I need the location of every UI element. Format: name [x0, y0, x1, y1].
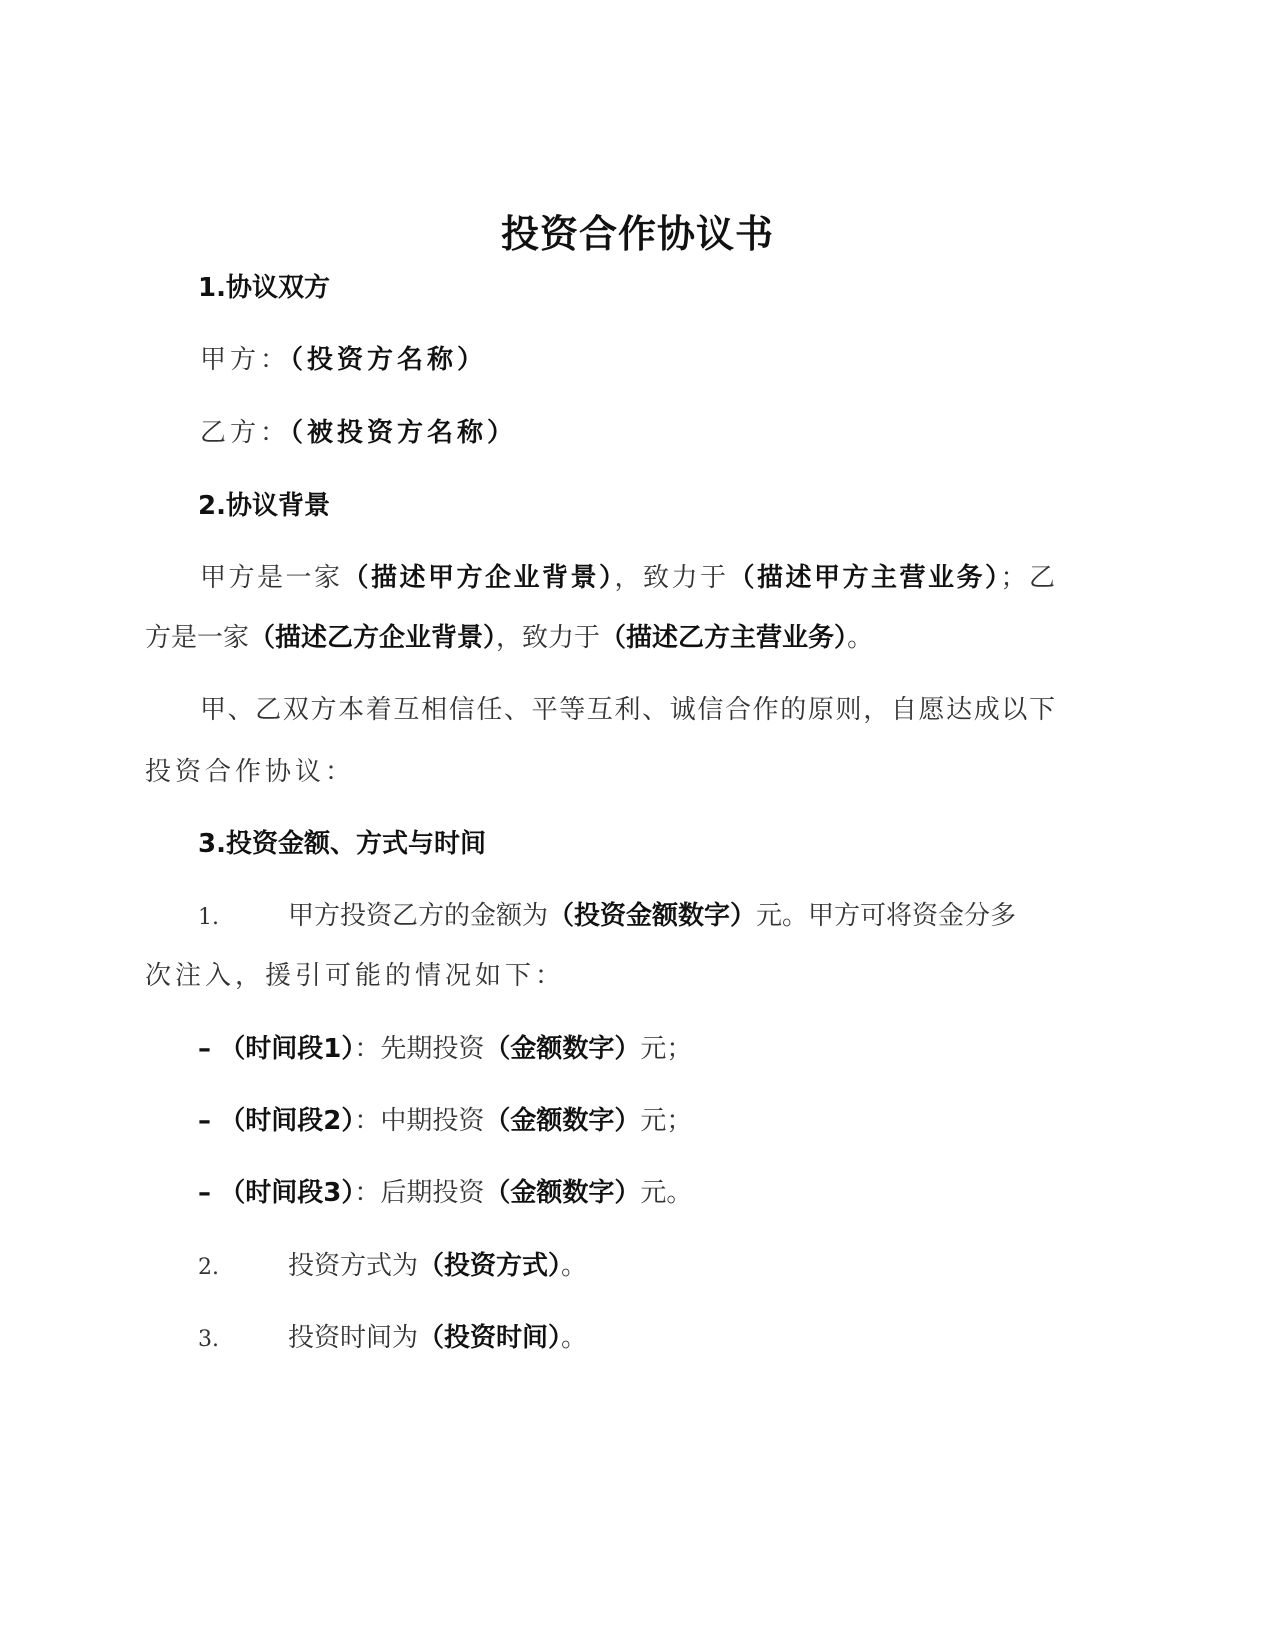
- bg-text: ，致力于: [614, 563, 729, 593]
- phase-3-line: [198, 1176, 692, 1210]
- party-a-label: 甲方：: [200, 345, 291, 375]
- phase-2-unit: 元；: [640, 1106, 693, 1136]
- item-2-number: 2.: [198, 1255, 219, 1280]
- investment-amount-placeholder: （投资金额数字）: [548, 901, 757, 931]
- item-1-text: 元。甲方可将资金分多: [756, 901, 1017, 931]
- phase-2-amount: （金额数字）: [484, 1106, 641, 1136]
- party-a-business-placeholder: （描述甲方主营业务）: [728, 563, 1001, 593]
- phase-3-unit: 元。: [640, 1178, 693, 1208]
- party-b-line: [200, 416, 517, 450]
- item-1-text: 甲方投资乙方的金额为: [288, 901, 549, 931]
- party-a-value: （投资方名称）: [290, 345, 488, 375]
- section-1-heading: 1.协议双方: [198, 273, 330, 303]
- item-3-number: 3.: [198, 1327, 219, 1352]
- bg-text: 。: [847, 623, 874, 653]
- phase-3-amount: （金额数字）: [484, 1178, 641, 1208]
- phase-dash: –: [198, 1106, 211, 1136]
- document-title: 投资合作协议书: [500, 212, 774, 256]
- phase-1-line: [198, 1032, 692, 1066]
- phase-sep: ：: [354, 1034, 381, 1064]
- party-b-background-placeholder: （描述乙方企业背景）: [249, 623, 497, 653]
- phase-3-period: （时间段3）: [219, 1178, 355, 1208]
- phase-sep: ：: [354, 1106, 381, 1136]
- bg-text: ；乙: [1000, 563, 1055, 593]
- item-1-number: 1.: [198, 905, 219, 930]
- party-a-background-placeholder: （描述甲方企业背景）: [342, 563, 615, 593]
- section-3-heading: 3.投资金额、方式与时间: [198, 829, 486, 859]
- phase-1-amount: （金额数字）: [484, 1034, 641, 1064]
- background-paragraph-line-2: [145, 621, 873, 655]
- party-b-business-placeholder: （描述乙方主营业务）: [600, 623, 848, 653]
- phase-1-unit: 元；: [640, 1034, 693, 1064]
- bg-text: ，致力于: [496, 623, 601, 653]
- party-a-line: [200, 343, 487, 377]
- phase-2-period: （时间段2）: [219, 1106, 355, 1136]
- principle-paragraph-line-2: 投资合作协议：: [145, 757, 356, 787]
- item-3-text: 投资时间为: [288, 1323, 419, 1353]
- item-2-end: 。: [561, 1251, 588, 1281]
- background-paragraph-line-1: [200, 561, 1055, 595]
- phase-1-desc: 先期投资: [380, 1034, 485, 1064]
- party-b-label: 乙方：: [200, 418, 291, 448]
- phase-3-desc: 后期投资: [380, 1178, 485, 1208]
- item-3-end: 。: [561, 1323, 588, 1353]
- phase-dash: –: [198, 1178, 211, 1208]
- item-2-line: [198, 1249, 587, 1285]
- item-2-text: 投资方式为: [288, 1251, 419, 1281]
- investment-time-placeholder: （投资时间）: [418, 1323, 562, 1353]
- item-1-line-2: 次注入，援引可能的情况如下：: [145, 961, 566, 991]
- phase-2-line: [198, 1104, 692, 1138]
- phase-1-period: （时间段1）: [219, 1034, 355, 1064]
- bg-text: 方是一家: [145, 623, 250, 653]
- party-b-value: （被投资方名称）: [290, 418, 518, 448]
- phase-sep: ：: [354, 1178, 381, 1208]
- principle-paragraph-line-1: 甲、乙双方本着互相信任、平等互利、诚信合作的原则，自愿达成以下: [200, 695, 1055, 725]
- phase-dash: –: [198, 1034, 211, 1064]
- section-2-heading: 2.协议背景: [198, 491, 330, 521]
- bg-text: 甲方是一家: [200, 563, 343, 593]
- phase-2-desc: 中期投资: [380, 1106, 485, 1136]
- investment-method-placeholder: （投资方式）: [418, 1251, 562, 1281]
- item-3-line: [198, 1321, 587, 1357]
- item-1-line-1: [198, 899, 1060, 935]
